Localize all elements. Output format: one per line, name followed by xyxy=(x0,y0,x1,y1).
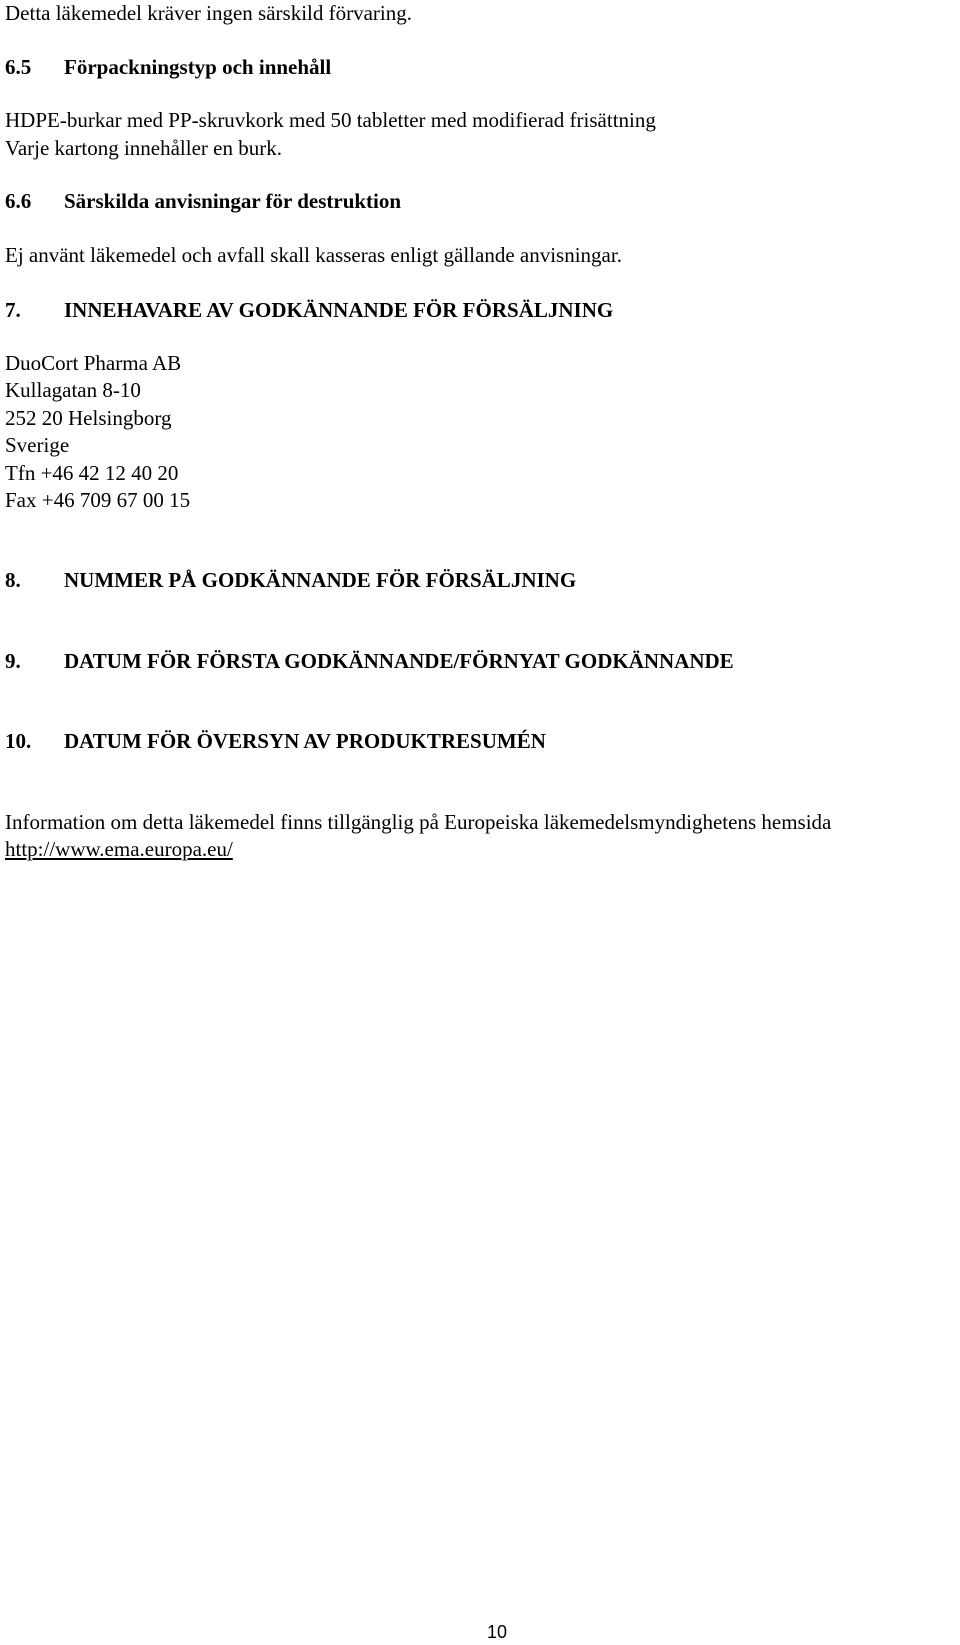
section-6-6-heading xyxy=(5,188,401,214)
section-number: 9. xyxy=(5,649,21,673)
section-number: 10. xyxy=(5,729,32,753)
section-number: 8. xyxy=(5,568,21,592)
section-number: 6.5 xyxy=(5,55,32,79)
section-number: 6.6 xyxy=(5,189,32,213)
section-7-heading xyxy=(5,297,613,323)
section-title: DATUM FÖR FÖRSTA GODKÄNNANDE/FÖRNYAT GODKÄNNANDE xyxy=(64,649,734,673)
section-8-heading xyxy=(5,567,576,593)
address-line-company: DuoCort Pharma AB xyxy=(5,351,182,375)
storage-note: Detta läkemedel kräver ingen särskild förvaring. xyxy=(5,1,413,25)
section-title: Särskilda anvisningar för destruktion xyxy=(64,189,402,213)
section-number: 7. xyxy=(5,298,21,322)
section-6-5-line: HDPE-burkar med PP-skruvkork med 50 tabletter med modifierad frisättning xyxy=(5,108,656,132)
section-6-5-line: Varje kartong innehåller en burk. xyxy=(5,136,282,160)
section-10-heading xyxy=(5,728,546,754)
info-text: Information om detta läkemedel finns tillgänglig på Europeiska läkemedelsmyndighetens hemsida xyxy=(5,810,832,834)
section-9-heading xyxy=(5,648,734,674)
address-line-phone: Tfn +46 42 12 40 20 xyxy=(5,461,179,485)
address-line-city: 252 20 Helsingborg xyxy=(5,406,172,430)
section-title: DATUM FÖR ÖVERSYN AV PRODUKTRESUMÉN xyxy=(64,729,546,753)
section-title: NUMMER PÅ GODKÄNNANDE FÖR FÖRSÄLJNING xyxy=(64,568,577,592)
address-line-fax: Fax +46 709 67 00 15 xyxy=(5,488,191,512)
section-6-5-heading xyxy=(5,54,331,80)
address-line-street: Kullagatan 8-10 xyxy=(5,378,141,402)
section-6-6-text: Ej använt läkemedel och avfall skall kasseras enligt gällande anvisningar. xyxy=(5,243,622,267)
page-number: 10 xyxy=(487,1622,508,1642)
ema-link[interactable]: http://www.ema.europa.eu/ xyxy=(5,837,233,861)
section-title: INNEHAVARE AV GODKÄNNANDE FÖR FÖRSÄLJNING xyxy=(64,298,614,322)
section-title: Förpackningstyp och innehåll xyxy=(64,55,332,79)
address-line-country: Sverige xyxy=(5,433,70,457)
